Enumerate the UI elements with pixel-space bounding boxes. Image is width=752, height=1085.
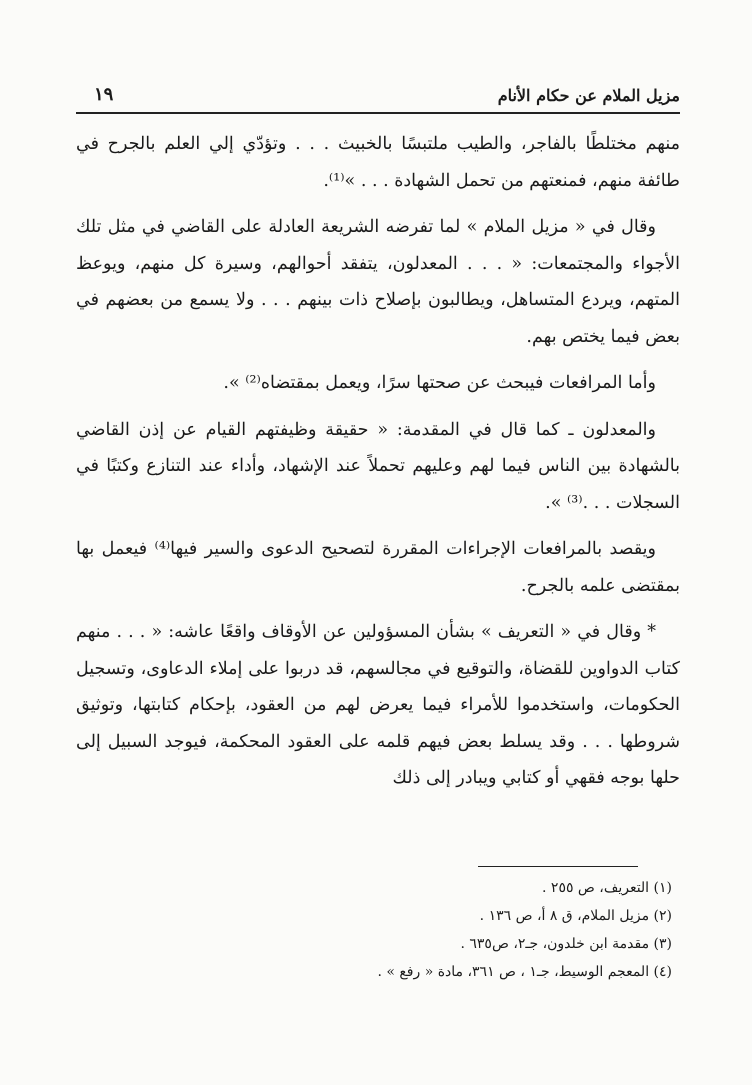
- paragraph-2: وقال في « مزيل الملام » لما تفرضه الشريعة العادلة على القاضي في مثل تلك الأجواء والمجتمعات: « . . . المعدلون، يتفقد أحوالهم، وسيرة كل منهم، ويوعظ المتهم، ويردع المتساهل، ويطالبون بإصلاح ذات بينهم . . . ولا يسمع من بعضهم في بعض فيما يختص بهم.: [76, 217, 680, 347]
- footnotes: [76, 874, 680, 986]
- footnote-separator: [478, 866, 638, 867]
- main-text: [76, 126, 680, 801]
- footnote-1: (١) التعريف، ص ٢٥٥ .: [542, 880, 672, 896]
- paragraph-1: منهم مختلطًا بالفاجر، والطيب ملتبسًا بالخبيث . . . وتؤدّي إلي العلم بالجرح في طائفة منهم، فمنعتهم من تحمل الشهادة . . . »⁽¹⁾.: [76, 134, 680, 191]
- footnote-4: (٤) المعجم الوسيط، جـ١ ، ص ٣٦١، مادة « رفع » .: [377, 964, 672, 980]
- book-title: مزيل الملام عن حكام الأنام: [497, 86, 680, 105]
- footnote-2: (٢) مزيل الملام، ق ٨ أ، ص ١٣٦ .: [479, 908, 672, 924]
- paragraph-6: * وقال في « التعريف » بشأن المسؤولين عن الأوقاف واقعًا عاشه: « . . . منهم كتاب الدواوين للقضاة، والتوقيع في مجالسهم، قد دربوا على إملاء الدعاوى، وتسجيل الحكومات، واستخدموا للأمراء فيما يعرض لهم من العقود، بإحكام كتابتها، وتوثيق شروطها . . . وقد يسلط بعض فيهم قلمه على العقود المحكمة، فيوجد السبيل إلى حلها بوجه فقهي أو كتابي ويبادر إلى ذلك: [76, 622, 680, 788]
- paragraph-4: والمعدلون ـ كما قال في المقدمة: « حقيقة وظيفتهم القيام عن إذن القاضي بالشهادة بين الناس فيما لهم وعليهم تحملاً عند الإشهاد، وأداء عند التنازع وكتبًا في السجلات . . .⁽³⁾ ».: [76, 419, 680, 513]
- paragraph-5: ويقصد بالمرافعات الإجراءات المقررة لتصحيح الدعوى والسير فيها⁽⁴⁾ فيعمل بها بمقتضى علمه بالجرح.: [76, 539, 680, 596]
- running-header: [76, 86, 680, 114]
- page-number: ١٩: [94, 84, 114, 105]
- paragraph-3: وأما المرافعات فيبحث عن صحتها سرًا، ويعمل بمقتضاه⁽²⁾ ».: [223, 373, 656, 393]
- footnote-3: (٣) مقدمة ابن خلدون، جـ٢، ص٦٣٥ .: [460, 936, 672, 952]
